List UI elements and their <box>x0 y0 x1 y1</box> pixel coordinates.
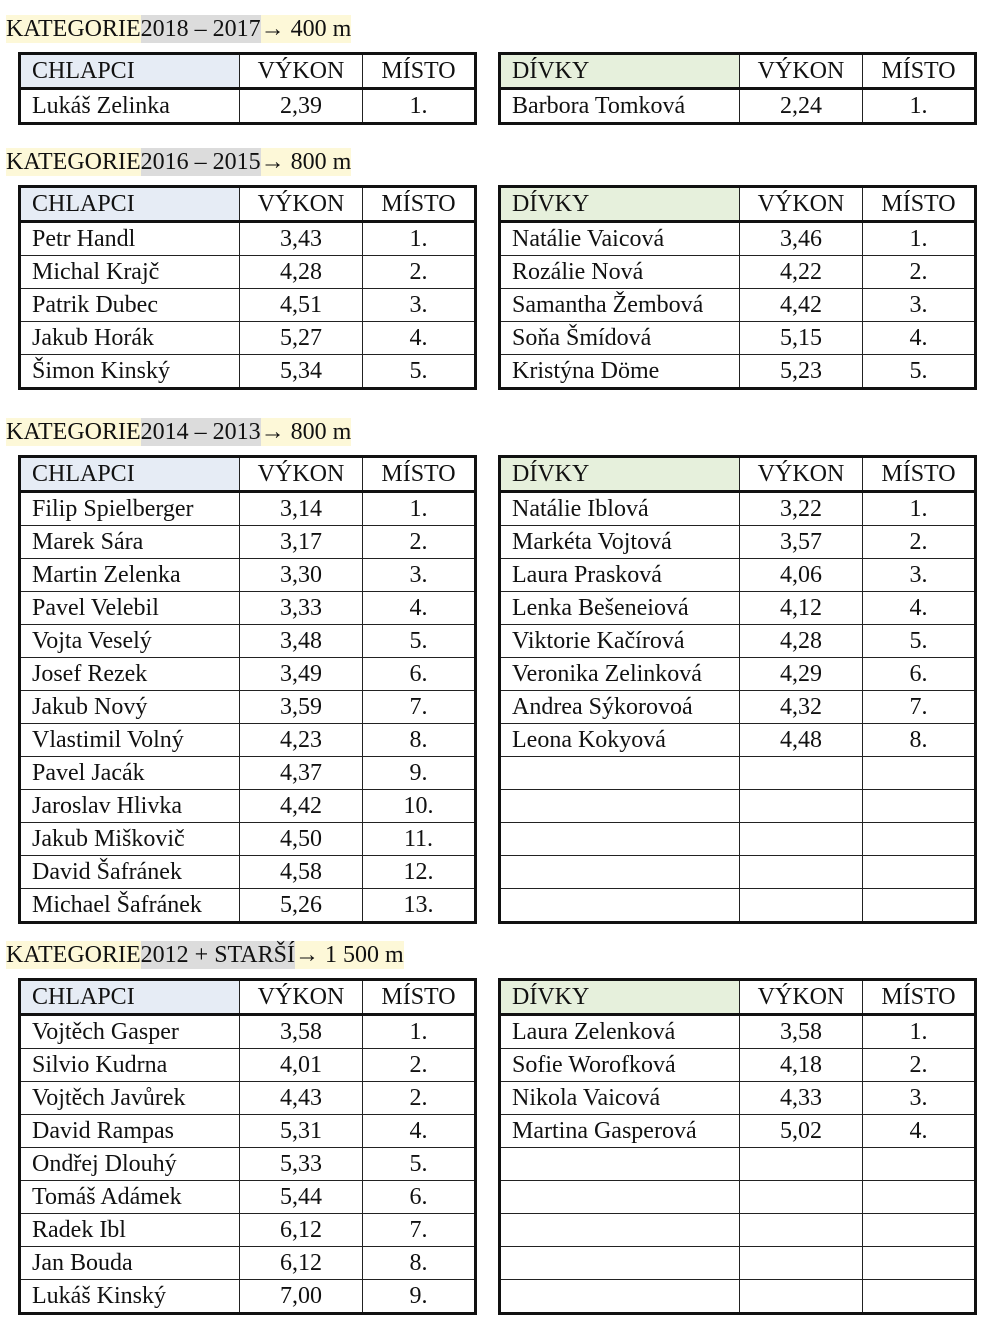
table-row <box>20 592 476 625</box>
placement: 5. <box>863 355 976 389</box>
placement: 5. <box>863 625 976 658</box>
athlete-name: Jakub Horák <box>20 322 240 355</box>
table-row <box>20 289 476 322</box>
placement: 3. <box>363 559 476 592</box>
athlete-name: Jakub Miškovič <box>20 823 240 856</box>
placement: 7. <box>363 1214 476 1247</box>
placement <box>863 1247 976 1280</box>
table-row <box>20 222 476 256</box>
placement: 8. <box>363 724 476 757</box>
column-header-name: DÍVKY <box>500 457 740 492</box>
athlete-name <box>500 823 740 856</box>
table-row <box>20 355 476 389</box>
placement: 1. <box>863 492 976 526</box>
placement: 3. <box>863 559 976 592</box>
placement: 9. <box>363 1280 476 1314</box>
athlete-name: David Šafránek <box>20 856 240 889</box>
table-row <box>500 1181 976 1214</box>
placement <box>863 1181 976 1214</box>
athlete-name: Jakub Nový <box>20 691 240 724</box>
result-time: 3,58 <box>740 1015 863 1049</box>
placement: 2. <box>863 256 976 289</box>
placement: 3. <box>363 289 476 322</box>
athlete-name <box>500 1181 740 1214</box>
athlete-name: Filip Spielberger <box>20 492 240 526</box>
column-header-place: MÍSTO <box>863 187 976 222</box>
table-row <box>500 889 976 923</box>
result-time: 3,57 <box>740 526 863 559</box>
athlete-name: Laura Zelenková <box>500 1015 740 1049</box>
placement <box>863 823 976 856</box>
result-time <box>740 889 863 923</box>
athlete-name: Šimon Kinský <box>20 355 240 389</box>
table-row <box>20 492 476 526</box>
table-row <box>500 1015 976 1049</box>
athlete-name: Kristýna Döme <box>500 355 740 389</box>
placement: 1. <box>863 89 976 124</box>
athlete-name <box>500 790 740 823</box>
result-time: 4,28 <box>240 256 363 289</box>
category-years: 2012 + STARŠÍ <box>140 942 295 968</box>
table-row <box>20 1280 476 1314</box>
table-row <box>500 1280 976 1314</box>
category-years: 2016 – 2015 <box>140 149 261 175</box>
table-row <box>500 1214 976 1247</box>
athlete-name: Michael Šafránek <box>20 889 240 923</box>
category-label: KATEGORIE <box>6 942 141 968</box>
result-time: 3,17 <box>240 526 363 559</box>
placement: 2. <box>863 1049 976 1082</box>
table-row <box>20 1115 476 1148</box>
result-time: 4,06 <box>740 559 863 592</box>
column-header-result: VÝKON <box>240 457 363 492</box>
table-row <box>20 1214 476 1247</box>
result-time: 4,33 <box>740 1082 863 1115</box>
column-header-result: VÝKON <box>740 54 863 89</box>
placement: 5. <box>363 625 476 658</box>
category-label: KATEGORIE <box>6 149 141 175</box>
table-row <box>20 823 476 856</box>
column-header-name: DÍVKY <box>500 54 740 89</box>
category-distance: → 1 500 m <box>294 942 404 968</box>
result-time <box>740 1280 863 1314</box>
category-heading <box>6 15 351 43</box>
placement <box>863 1280 976 1314</box>
table-row <box>500 1082 976 1115</box>
athlete-name <box>500 889 740 923</box>
placement: 7. <box>863 691 976 724</box>
table-row <box>500 1148 976 1181</box>
category-distance: → 800 m <box>260 149 352 175</box>
athlete-name: Josef Rezek <box>20 658 240 691</box>
column-header-place: MÍSTO <box>863 980 976 1015</box>
athlete-name: Vlastimil Volný <box>20 724 240 757</box>
table-row <box>500 1115 976 1148</box>
athlete-name: Lukáš Kinský <box>20 1280 240 1314</box>
athlete-name: Soňa Šmídová <box>500 322 740 355</box>
athlete-name: Marek Sára <box>20 526 240 559</box>
athlete-name: Laura Prasková <box>500 559 740 592</box>
table-row <box>500 289 976 322</box>
athlete-name <box>500 856 740 889</box>
placement: 4. <box>363 592 476 625</box>
result-time: 3,33 <box>240 592 363 625</box>
result-time: 3,30 <box>240 559 363 592</box>
category-heading <box>6 941 404 969</box>
table-row <box>500 1247 976 1280</box>
athlete-name: Andrea Sýkorovoá <box>500 691 740 724</box>
athlete-name: Pavel Velebil <box>20 592 240 625</box>
result-time: 2,24 <box>740 89 863 124</box>
boys-table <box>18 52 477 125</box>
column-header-name: DÍVKY <box>500 187 740 222</box>
athlete-name: Jaroslav Hlivka <box>20 790 240 823</box>
result-time <box>740 1247 863 1280</box>
athlete-name: Martin Zelenka <box>20 559 240 592</box>
placement: 8. <box>863 724 976 757</box>
category-heading <box>6 418 351 446</box>
result-time: 4,42 <box>240 790 363 823</box>
column-header-result: VÝKON <box>740 980 863 1015</box>
result-time: 3,43 <box>240 222 363 256</box>
table-row <box>500 757 976 790</box>
table-row <box>500 222 976 256</box>
athlete-name: Nikola Vaicová <box>500 1082 740 1115</box>
result-time: 3,48 <box>240 625 363 658</box>
athlete-name: David Rampas <box>20 1115 240 1148</box>
placement <box>863 1214 976 1247</box>
result-time <box>740 790 863 823</box>
placement: 1. <box>863 1015 976 1049</box>
result-time: 3,59 <box>240 691 363 724</box>
result-time: 5,26 <box>240 889 363 923</box>
column-header-place: MÍSTO <box>863 54 976 89</box>
athlete-name <box>500 1247 740 1280</box>
boys-table <box>18 978 477 1315</box>
placement: 4. <box>863 322 976 355</box>
table-row <box>500 322 976 355</box>
column-header-result: VÝKON <box>740 457 863 492</box>
result-time: 6,12 <box>240 1214 363 1247</box>
result-time <box>740 757 863 790</box>
placement: 7. <box>363 691 476 724</box>
placement: 1. <box>363 89 476 124</box>
athlete-name: Tomáš Adámek <box>20 1181 240 1214</box>
result-time: 3,22 <box>740 492 863 526</box>
girls-table <box>498 455 977 924</box>
category-heading <box>6 148 351 176</box>
category-label: KATEGORIE <box>6 419 141 445</box>
result-time: 4,58 <box>240 856 363 889</box>
column-header-name: CHLAPCI <box>20 187 240 222</box>
placement: 12. <box>363 856 476 889</box>
table-row <box>500 724 976 757</box>
table-row <box>20 856 476 889</box>
table-row <box>500 492 976 526</box>
placement <box>863 790 976 823</box>
category-years: 2018 – 2017 <box>140 16 261 42</box>
athlete-name: Natálie Iblová <box>500 492 740 526</box>
athlete-name: Viktorie Kačírová <box>500 625 740 658</box>
placement: 5. <box>363 355 476 389</box>
athlete-name: Leona Kokyová <box>500 724 740 757</box>
result-time <box>740 1181 863 1214</box>
result-time: 4,23 <box>240 724 363 757</box>
athlete-name: Vojtěch Javůrek <box>20 1082 240 1115</box>
athlete-name <box>500 1148 740 1181</box>
athlete-name: Radek Ibl <box>20 1214 240 1247</box>
athlete-name: Michal Krajč <box>20 256 240 289</box>
placement: 4. <box>363 322 476 355</box>
placement: 2. <box>863 526 976 559</box>
placement: 2. <box>363 256 476 289</box>
athlete-name: Patrik Dubec <box>20 289 240 322</box>
athlete-name: Jan Bouda <box>20 1247 240 1280</box>
placement <box>863 1148 976 1181</box>
table-row <box>20 724 476 757</box>
result-time: 5,34 <box>240 355 363 389</box>
placement: 6. <box>363 1181 476 1214</box>
result-time: 4,51 <box>240 289 363 322</box>
table-row <box>20 1015 476 1049</box>
table-row <box>20 89 476 124</box>
result-time <box>740 823 863 856</box>
category-distance: → 800 m <box>260 419 352 445</box>
placement: 1. <box>363 222 476 256</box>
placement <box>863 757 976 790</box>
placement: 1. <box>863 222 976 256</box>
placement: 6. <box>363 658 476 691</box>
athlete-name: Vojta Veselý <box>20 625 240 658</box>
result-time: 4,48 <box>740 724 863 757</box>
result-time: 4,42 <box>740 289 863 322</box>
athlete-name: Veronika Zelinková <box>500 658 740 691</box>
column-header-result: VÝKON <box>240 980 363 1015</box>
result-time: 7,00 <box>240 1280 363 1314</box>
category-label: KATEGORIE <box>6 16 141 42</box>
result-time: 4,01 <box>240 1049 363 1082</box>
athlete-name: Ondřej Dlouhý <box>20 1148 240 1181</box>
athlete-name: Martina Gasperová <box>500 1115 740 1148</box>
column-header-place: MÍSTO <box>363 457 476 492</box>
column-header-place: MÍSTO <box>863 457 976 492</box>
girls-table <box>498 52 977 125</box>
table-row <box>500 256 976 289</box>
placement: 13. <box>363 889 476 923</box>
table-row <box>500 355 976 389</box>
result-time: 3,58 <box>240 1015 363 1049</box>
category-years: 2014 – 2013 <box>140 419 261 445</box>
table-row <box>20 1247 476 1280</box>
table-row <box>500 89 976 124</box>
column-header-result: VÝKON <box>740 187 863 222</box>
table-row <box>20 658 476 691</box>
result-time: 4,12 <box>740 592 863 625</box>
result-time: 4,50 <box>240 823 363 856</box>
table-row <box>500 592 976 625</box>
placement <box>863 856 976 889</box>
result-time <box>740 1214 863 1247</box>
athlete-name: Pavel Jacák <box>20 757 240 790</box>
table-row <box>500 526 976 559</box>
girls-table <box>498 978 977 1315</box>
table-row <box>500 658 976 691</box>
result-time: 4,22 <box>740 256 863 289</box>
boys-table <box>18 455 477 924</box>
column-header-name: CHLAPCI <box>20 54 240 89</box>
athlete-name: Sofie Worofková <box>500 1049 740 1082</box>
athlete-name: Petr Handl <box>20 222 240 256</box>
table-row <box>20 889 476 923</box>
athlete-name: Rozálie Nová <box>500 256 740 289</box>
result-time <box>740 856 863 889</box>
column-header-place: MÍSTO <box>363 980 476 1015</box>
table-row <box>20 1181 476 1214</box>
column-header-place: MÍSTO <box>363 54 476 89</box>
placement: 2. <box>363 526 476 559</box>
result-time: 4,29 <box>740 658 863 691</box>
placement: 4. <box>863 592 976 625</box>
result-time: 5,27 <box>240 322 363 355</box>
result-time: 5,02 <box>740 1115 863 1148</box>
placement: 1. <box>363 492 476 526</box>
placement: 3. <box>863 1082 976 1115</box>
table-row <box>20 625 476 658</box>
athlete-name <box>500 1214 740 1247</box>
column-header-result: VÝKON <box>240 54 363 89</box>
athlete-name: Natálie Vaicová <box>500 222 740 256</box>
athlete-name: Lenka Bešeneiová <box>500 592 740 625</box>
result-time: 5,33 <box>240 1148 363 1181</box>
column-header-name: CHLAPCI <box>20 980 240 1015</box>
table-row <box>500 856 976 889</box>
result-time: 5,44 <box>240 1181 363 1214</box>
result-time: 5,31 <box>240 1115 363 1148</box>
result-time: 6,12 <box>240 1247 363 1280</box>
table-row <box>500 1049 976 1082</box>
table-row <box>20 1049 476 1082</box>
table-row <box>500 559 976 592</box>
table-row <box>20 322 476 355</box>
table-row <box>20 691 476 724</box>
placement: 1. <box>363 1015 476 1049</box>
table-row <box>500 691 976 724</box>
placement: 2. <box>363 1049 476 1082</box>
result-time: 2,39 <box>240 89 363 124</box>
placement: 5. <box>363 1148 476 1181</box>
athlete-name <box>500 757 740 790</box>
column-header-name: DÍVKY <box>500 980 740 1015</box>
result-time <box>740 1148 863 1181</box>
placement: 4. <box>863 1115 976 1148</box>
boys-table <box>18 185 477 390</box>
result-time: 4,37 <box>240 757 363 790</box>
athlete-name <box>500 1280 740 1314</box>
category-distance: → 400 m <box>260 16 352 42</box>
result-time: 3,49 <box>240 658 363 691</box>
result-time: 5,15 <box>740 322 863 355</box>
athlete-name: Markéta Vojtová <box>500 526 740 559</box>
table-row <box>20 559 476 592</box>
table-row <box>20 256 476 289</box>
athlete-name: Lukáš Zelinka <box>20 89 240 124</box>
column-header-result: VÝKON <box>240 187 363 222</box>
table-row <box>500 625 976 658</box>
placement: 4. <box>363 1115 476 1148</box>
table-row <box>500 823 976 856</box>
column-header-place: MÍSTO <box>363 187 476 222</box>
placement <box>863 889 976 923</box>
placement: 9. <box>363 757 476 790</box>
placement: 10. <box>363 790 476 823</box>
athlete-name: Vojtěch Gasper <box>20 1015 240 1049</box>
result-time: 4,32 <box>740 691 863 724</box>
table-row <box>20 526 476 559</box>
placement: 3. <box>863 289 976 322</box>
table-row <box>20 1082 476 1115</box>
result-time: 3,14 <box>240 492 363 526</box>
table-row <box>20 790 476 823</box>
placement: 11. <box>363 823 476 856</box>
athlete-name: Samantha Žembová <box>500 289 740 322</box>
result-time: 4,28 <box>740 625 863 658</box>
table-row <box>20 1148 476 1181</box>
result-time: 3,46 <box>740 222 863 256</box>
result-time: 4,43 <box>240 1082 363 1115</box>
athlete-name: Barbora Tomková <box>500 89 740 124</box>
girls-table <box>498 185 977 390</box>
result-time: 5,23 <box>740 355 863 389</box>
table-row <box>500 790 976 823</box>
placement: 6. <box>863 658 976 691</box>
table-row <box>20 757 476 790</box>
column-header-name: CHLAPCI <box>20 457 240 492</box>
placement: 8. <box>363 1247 476 1280</box>
athlete-name: Silvio Kudrna <box>20 1049 240 1082</box>
placement: 2. <box>363 1082 476 1115</box>
result-time: 4,18 <box>740 1049 863 1082</box>
